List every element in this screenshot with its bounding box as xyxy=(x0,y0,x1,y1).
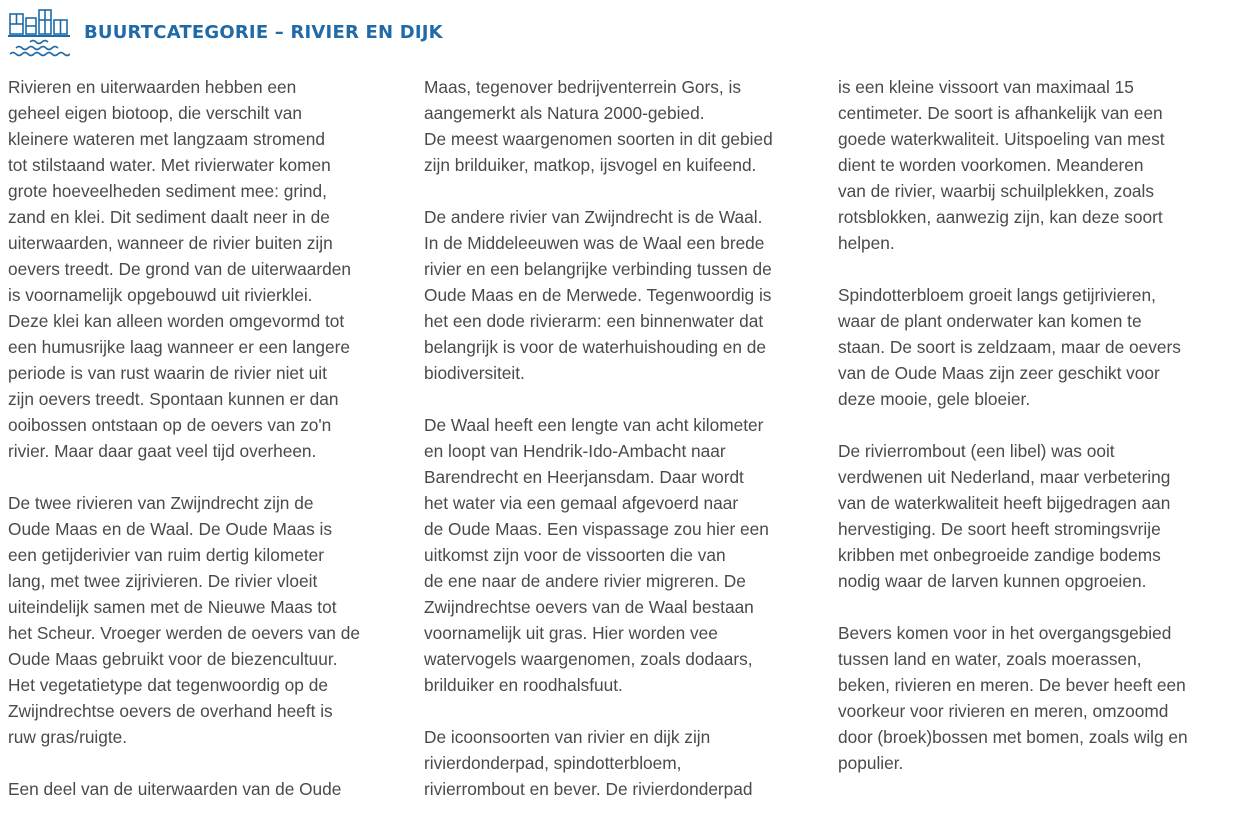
page-header xyxy=(8,8,443,60)
paragraph: Rivieren en uiterwaarden hebben een geheel eigen biotoop, die verschilt van kleinere wateren met langzaam stromend tot stilstaand water. Met rivierwater komen grote hoeveelheden sediment mee: grind, zand en klei. Dit sediment daalt neer in de uiterwaarden, wanneer de rivier buiten zijn oevers treedt. De grond van de uiterwaarden is voornamelijk opgebouwd uit rivierklei. Deze klei kan alleen worden omgevormd tot een humusrijke laag wanneer er een langere periode is van rust waarin de rivier niet uit zijn oevers treedt. Spontaan kunnen er dan ooibossen ontstaan op de oevers van zo'n rivier. Maar daar gaat veel tijd overheen. xyxy=(8,77,351,461)
city-river-icon xyxy=(8,8,70,60)
text-column-2 xyxy=(424,74,822,828)
paragraph: Bevers komen voor in het overgangsgebied tussen land en water, zoals moerassen, beken, rivieren en meren. De bever heeft een voorkeur voor rivieren en meren, omzoomd door (broek)bossen met bomen, zoals wilg en populier. xyxy=(838,623,1188,773)
paragraph: De rivierrombout (een libel) was ooit verdwenen uit Nederland, maar verbetering van de waterkwaliteit heeft bijgedragen aan hervestiging. De soort heeft stromingsvrije kribben met onbegroeide zandige bodems nodig waar de larven kunnen opgroeien. xyxy=(838,441,1171,591)
text-column-3 xyxy=(838,74,1236,802)
paragraph: De twee rivieren van Zwijndrecht zijn de Oude Maas en de Waal. De Oude Maas is een getijderivier van ruim dertig kilometer lang, met twee zijrivieren. De rivier vloeit uiteindelijk samen met de Nieuwe Maas tot het Scheur. Vroeger werden de oevers van de Oude Maas gebruikt voor de biezencultuur. Het vegetatietype dat tegenwoordig op de Zwijndrechtse oevers de overhand heeft is ruw gras/ruigte. xyxy=(8,493,360,747)
paragraph: Spindotterbloem groeit langs getijrivieren, waar de plant onderwater kan komen te staan. De soort is zeldzaam, maar de oevers van de Oude Maas zijn zeer geschikt voor deze mooie, gele bloeier. xyxy=(838,285,1181,409)
paragraph: De andere rivier van Zwijndrecht is de Waal. In de Middeleeuwen was de Waal een brede rivier en een belangrijke verbinding tussen de Oude Maas en de Merwede. Tegenwoordig is het een dode rivierarm: een binnenwater dat belangrijk is voor de waterhuishouding en de biodiversiteit. xyxy=(424,207,772,383)
page-title: BUURTCATEGORIE – RIVIER EN DIJK xyxy=(84,21,443,43)
paragraph: is een kleine vissoort van maximaal 15 centimeter. De soort is afhankelijk van een goede waterkwaliteit. Uitspoeling van mest dient te worden voorkomen. Meanderen van de rivier, waarbij schuilplekken, zoals rotsblokken, aanwezig zijn, kan deze soort helpen. xyxy=(838,77,1165,253)
paragraph: De icoonsoorten van rivier en dijk zijn rivierdonderpad, spindotterbloem, rivierrombout en bever. De rivierdonderpad xyxy=(424,727,753,799)
text-column-1 xyxy=(8,74,406,828)
paragraph: De Waal heeft een lengte van acht kilometer en loopt van Hendrik-Ido-Ambacht naar Barendrecht en Heerjansdam. Daar wordt het water via een gemaal afgevoerd naar de Oude Maas. Een vispassage zou hier een uitkomst zijn voor de vissoorten die van de ene naar de andere rivier migreren. De Zwijndrechtse oevers van de Waal bestaan voornamelijk uit gras. Hier worden vee watervogels waargenomen, zoals dodaars, brilduiker en roodhalsfuut. xyxy=(424,415,769,695)
paragraph: Een deel van de uiterwaarden van de Oude xyxy=(8,779,342,799)
paragraph: Maas, tegenover bedrijventerrein Gors, is aangemerkt als Natura 2000-gebied. De meest waargenomen soorten in dit gebied zijn brilduiker, matkop, ijsvogel en kuifeend. xyxy=(424,77,773,175)
